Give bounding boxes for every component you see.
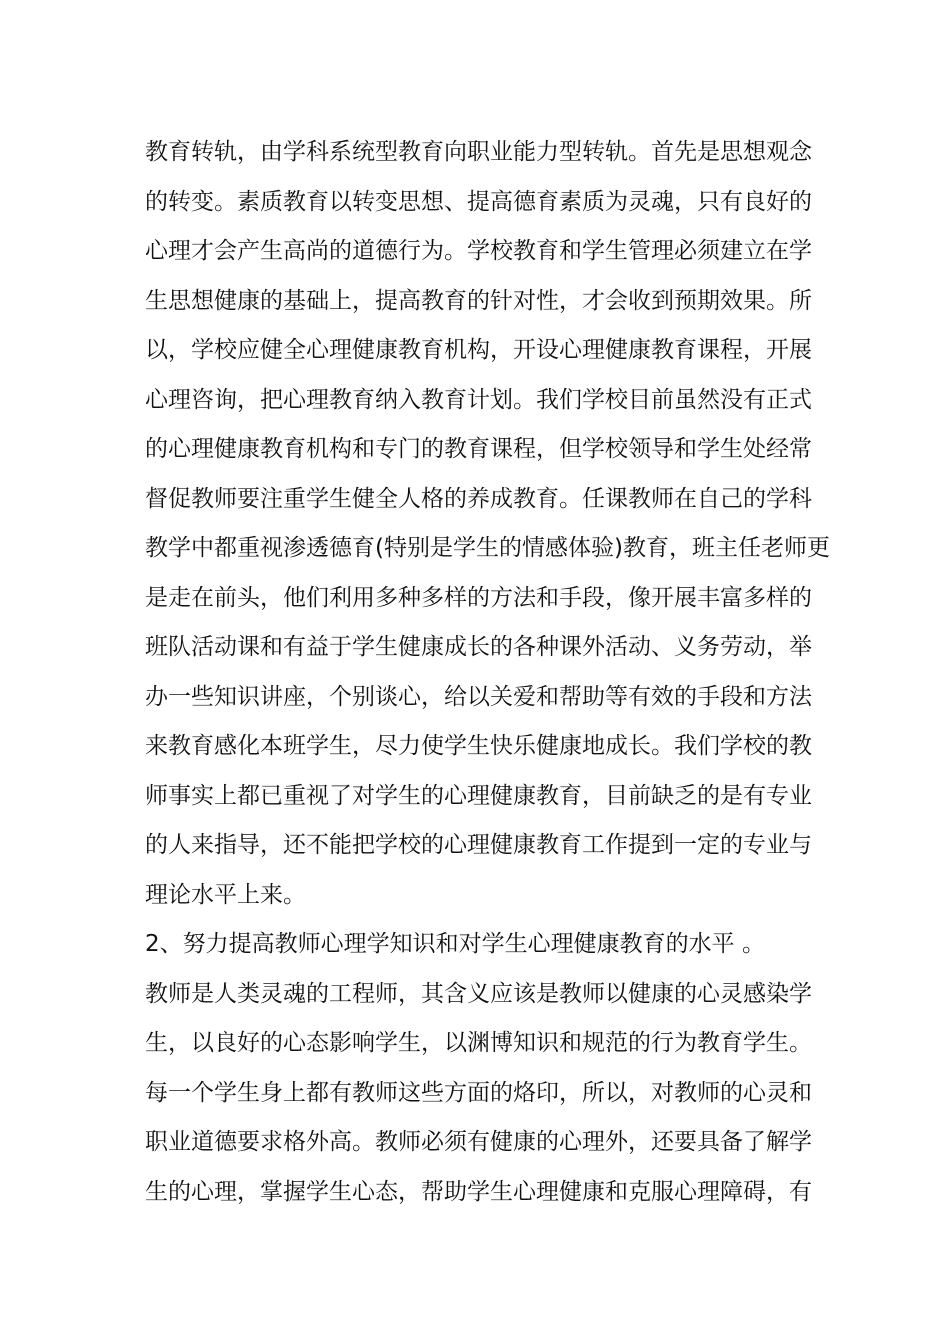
text-line: 是走在前头，他们利用多种多样的方法和手段，像开展丰富多样的 — [145, 584, 812, 611]
text-line: 教学中都重视渗透德育(特别是学生的情感体验)教育，班主任老师更 — [145, 535, 830, 561]
text-line: 班队活动课和有益于学生健康成长的各种课外活动、义务劳动，举 — [145, 634, 812, 660]
text-line: 的心理健康教育机构和专门的教育课程，但学校领导和学生处经常 — [145, 436, 812, 462]
text-line: 心理咨询，把心理教育纳入教育计划。我们学校目前虽然没有正式 — [145, 386, 812, 413]
text-line: 以，学校应健全心理健康教育机构，开设心理健康教育课程，开展 — [145, 337, 812, 363]
text-line: 生的心理，掌握学生心态，帮助学生心理健康和克服心理障碍，有 — [145, 1178, 812, 1205]
text-line: 办一些知识讲座，个别谈心，给以关爱和帮助等有效的手段和方法 — [145, 683, 812, 710]
section-heading: 2、努力提高教师心理学知识和对学生心理健康教育的水平 。 — [145, 931, 765, 957]
text-line: 来教育感化本班学生，尽力使学生快乐健康地成长。我们学校的教 — [145, 733, 812, 759]
text-line: 的转变。素质教育以转变思想、提高德育素质为灵魂，只有良好的 — [145, 188, 812, 215]
text-line: 督促教师要注重学生健全人格的养成教育。任课教师在自己的学科 — [145, 485, 812, 512]
text-line: 心理才会产生高尚的道德行为。学校教育和学生管理必须建立在学 — [145, 238, 812, 264]
text-line: 的人来指导，还不能把学校的心理健康教育工作提到一定的专业与 — [145, 832, 812, 858]
text-line: 教师是人类灵魂的工程师，其含义应该是教师以健康的心灵感染学 — [145, 980, 812, 1007]
text-line: 职业道德要求格外高。教师必须有健康的心理外，还要具备了解学 — [145, 1129, 812, 1155]
body-text — [145, 128, 830, 1217]
text-line: 理论水平上来。 — [145, 881, 306, 908]
text-line: 每一个学生身上都有教师这些方面的烙印，所以，对教师的心灵和 — [145, 1079, 812, 1106]
text-line: 教育转轨，由学科系统型教育向职业能力型转轨。首先是思想观念 — [145, 139, 812, 165]
text-line: 生思想健康的基础上，提高教育的针对性，才会收到预期效果。所 — [145, 287, 812, 314]
text-line: 师事实上都已重视了对学生的心理健康教育，目前缺乏的是有专业 — [145, 782, 812, 809]
text-line: 生，以良好的心态影响学生，以渊博知识和规范的行为教育学生。 — [145, 1030, 812, 1056]
